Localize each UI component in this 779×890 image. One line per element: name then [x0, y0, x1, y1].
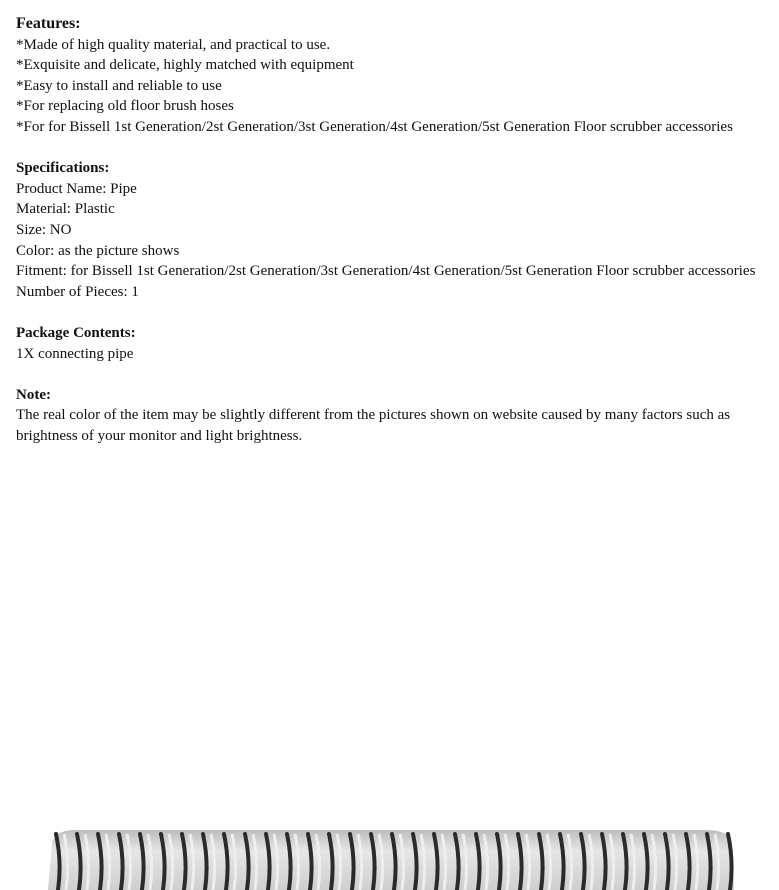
specifications-section — [16, 158, 771, 302]
note-text: The real color of the item may be slightly different from the pictures shown on website caused by many factors such as brightness of your monitor and light brightness. — [16, 407, 731, 444]
feature-item: *Made of high quality material, and practical to use. — [16, 36, 331, 53]
spec-item: Material: Plastic — [16, 201, 115, 218]
spec-item: Color: as the picture shows — [16, 242, 180, 259]
corrugated-hose-image — [46, 822, 736, 890]
package-contents-section — [16, 323, 771, 364]
spec-item: Product Name: Pipe — [16, 180, 137, 197]
spec-item: Size: NO — [16, 221, 72, 238]
feature-item: *For for Bissell 1st Generation/2st Generation/3st Generation/4st Generation/5st Generation Floor scrubber accessories — [16, 118, 733, 135]
specifications-heading: Specifications: — [16, 160, 110, 177]
product-image — [46, 822, 736, 890]
feature-item: *Easy to install and reliable to use — [16, 77, 222, 94]
spec-item: Number of Pieces: 1 — [16, 283, 139, 300]
package-contents-heading: Package Contents: — [16, 324, 136, 341]
features-heading: Features: — [16, 15, 81, 32]
note-section — [16, 385, 771, 447]
note-heading: Note: — [16, 386, 51, 403]
spec-item: Fitment: for Bissell 1st Generation/2st Generation/3st Generation/4st Generation/5st Generation Floor scrubber accessories — [16, 263, 756, 280]
feature-item: *For replacing old floor brush hoses — [16, 98, 234, 115]
feature-item: *Exquisite and delicate, highly matched with equipment — [16, 57, 354, 74]
features-section — [16, 14, 771, 138]
product-description — [16, 14, 771, 446]
package-item: 1X connecting pipe — [16, 345, 134, 362]
